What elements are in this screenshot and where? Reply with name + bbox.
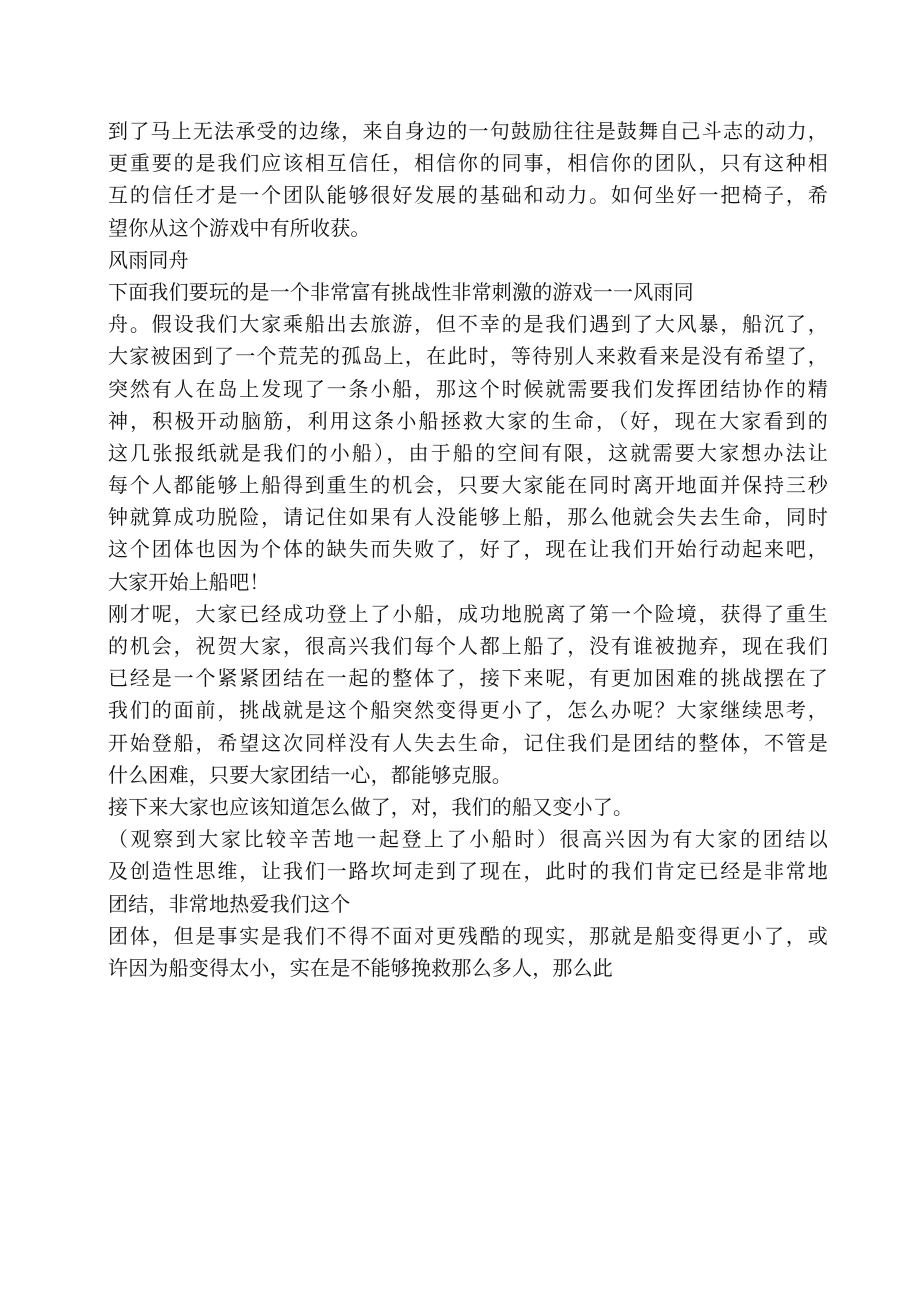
text-line: 望你从这个游戏中有所收获。 bbox=[108, 215, 371, 240]
text-line: 我们的面前，挑战就是这个船突然变得更小了，怎么办呢？大家继续思考， bbox=[108, 698, 828, 723]
text-line: 大家被困到了一个荒芜的孤岛上，在此时，等待别人来救看来是没有希望了， bbox=[108, 344, 828, 369]
text-line: 许因为船变得太小，实在是不能够挽救那么多人，那么此 bbox=[108, 955, 613, 980]
text-line: 每个人都能够上船得到重生的机会，只要大家能在同时离开地面并保持三秒 bbox=[108, 473, 828, 498]
text-line: 团结，非常地热爱我们这个 bbox=[108, 891, 351, 916]
text-line: 团体，但是事实是我们不得不面对更残酷的现实，那就是船变得更小了，或 bbox=[108, 923, 828, 948]
text-line: 的机会，祝贺大家，很高兴我们每个人都上船了，没有谁被抛弃，现在我们 bbox=[108, 634, 828, 658]
text-line: 大家开始上船吧！ bbox=[108, 569, 270, 594]
document-body-text bbox=[108, 115, 828, 984]
text-line: 到了马上无法承受的边缘，来自身边的一句鼓励往往是鼓舞自己斗志的动力， bbox=[108, 119, 828, 143]
text-line: 神，积极开动脑筋，利用这条小船拯救大家的生命，（好，现在大家看到的 bbox=[108, 408, 828, 433]
text-line: 这个团体也因为个体的缺失而失败了，好了，现在让我们开始行动起来吧， bbox=[108, 537, 828, 562]
text-line: 刚才呢，大家已经成功登上了小船，成功地脱离了第一个险境，获得了重生 bbox=[108, 601, 828, 626]
text-line: 突然有人在岛上发现了一条小船，那这个时候就需要我们发挥团结协作的精 bbox=[108, 376, 828, 401]
text-line: 及创造性思维，让我们一路坎坷走到了现在，此时的我们肯定已经是非常地 bbox=[108, 859, 828, 884]
text-line: 开始登船，希望这次同样没有人失去生命，记住我们是团结的整体，不管是 bbox=[108, 730, 828, 755]
text-line: 什么困难，只要大家团结一心，都能够克服。 bbox=[108, 762, 512, 787]
text-line: 已经是一个紧紧团结在一起的整体了，接下来呢，有更加困难的挑战摆在了 bbox=[108, 666, 828, 691]
text-line: 接下来大家也应该知道怎么做了，对，我们的船又变小了。 bbox=[108, 794, 634, 819]
text-line: 下面我们要玩的是一个非常富有挑战性非常刺激的游戏一一风雨同 bbox=[108, 279, 694, 304]
text-line: 这几张报纸就是我们的小船），由于船的空间有限，这就需要大家想办法让 bbox=[108, 440, 828, 465]
text-line: 互的信任才是一个团队能够很好发展的基础和动力。如何坐好一把椅子，希 bbox=[108, 183, 828, 208]
text-line: 风雨同舟 bbox=[108, 247, 189, 272]
text-line: 更重要的是我们应该相互信任，相信你的同事，相信你的团队，只有这种相 bbox=[108, 151, 828, 176]
text-line: （观察到大家比较辛苦地一起登上了小船时）很高兴因为有大家的团结以 bbox=[108, 827, 828, 852]
text-line: 钟就算成功脱险，请记住如果有人没能够上船，那么他就会失去生命，同时 bbox=[108, 505, 828, 530]
text-line: 舟。假设我们大家乘船出去旅游，但不幸的是我们遇到了大风暴，船沉了， bbox=[108, 312, 828, 337]
